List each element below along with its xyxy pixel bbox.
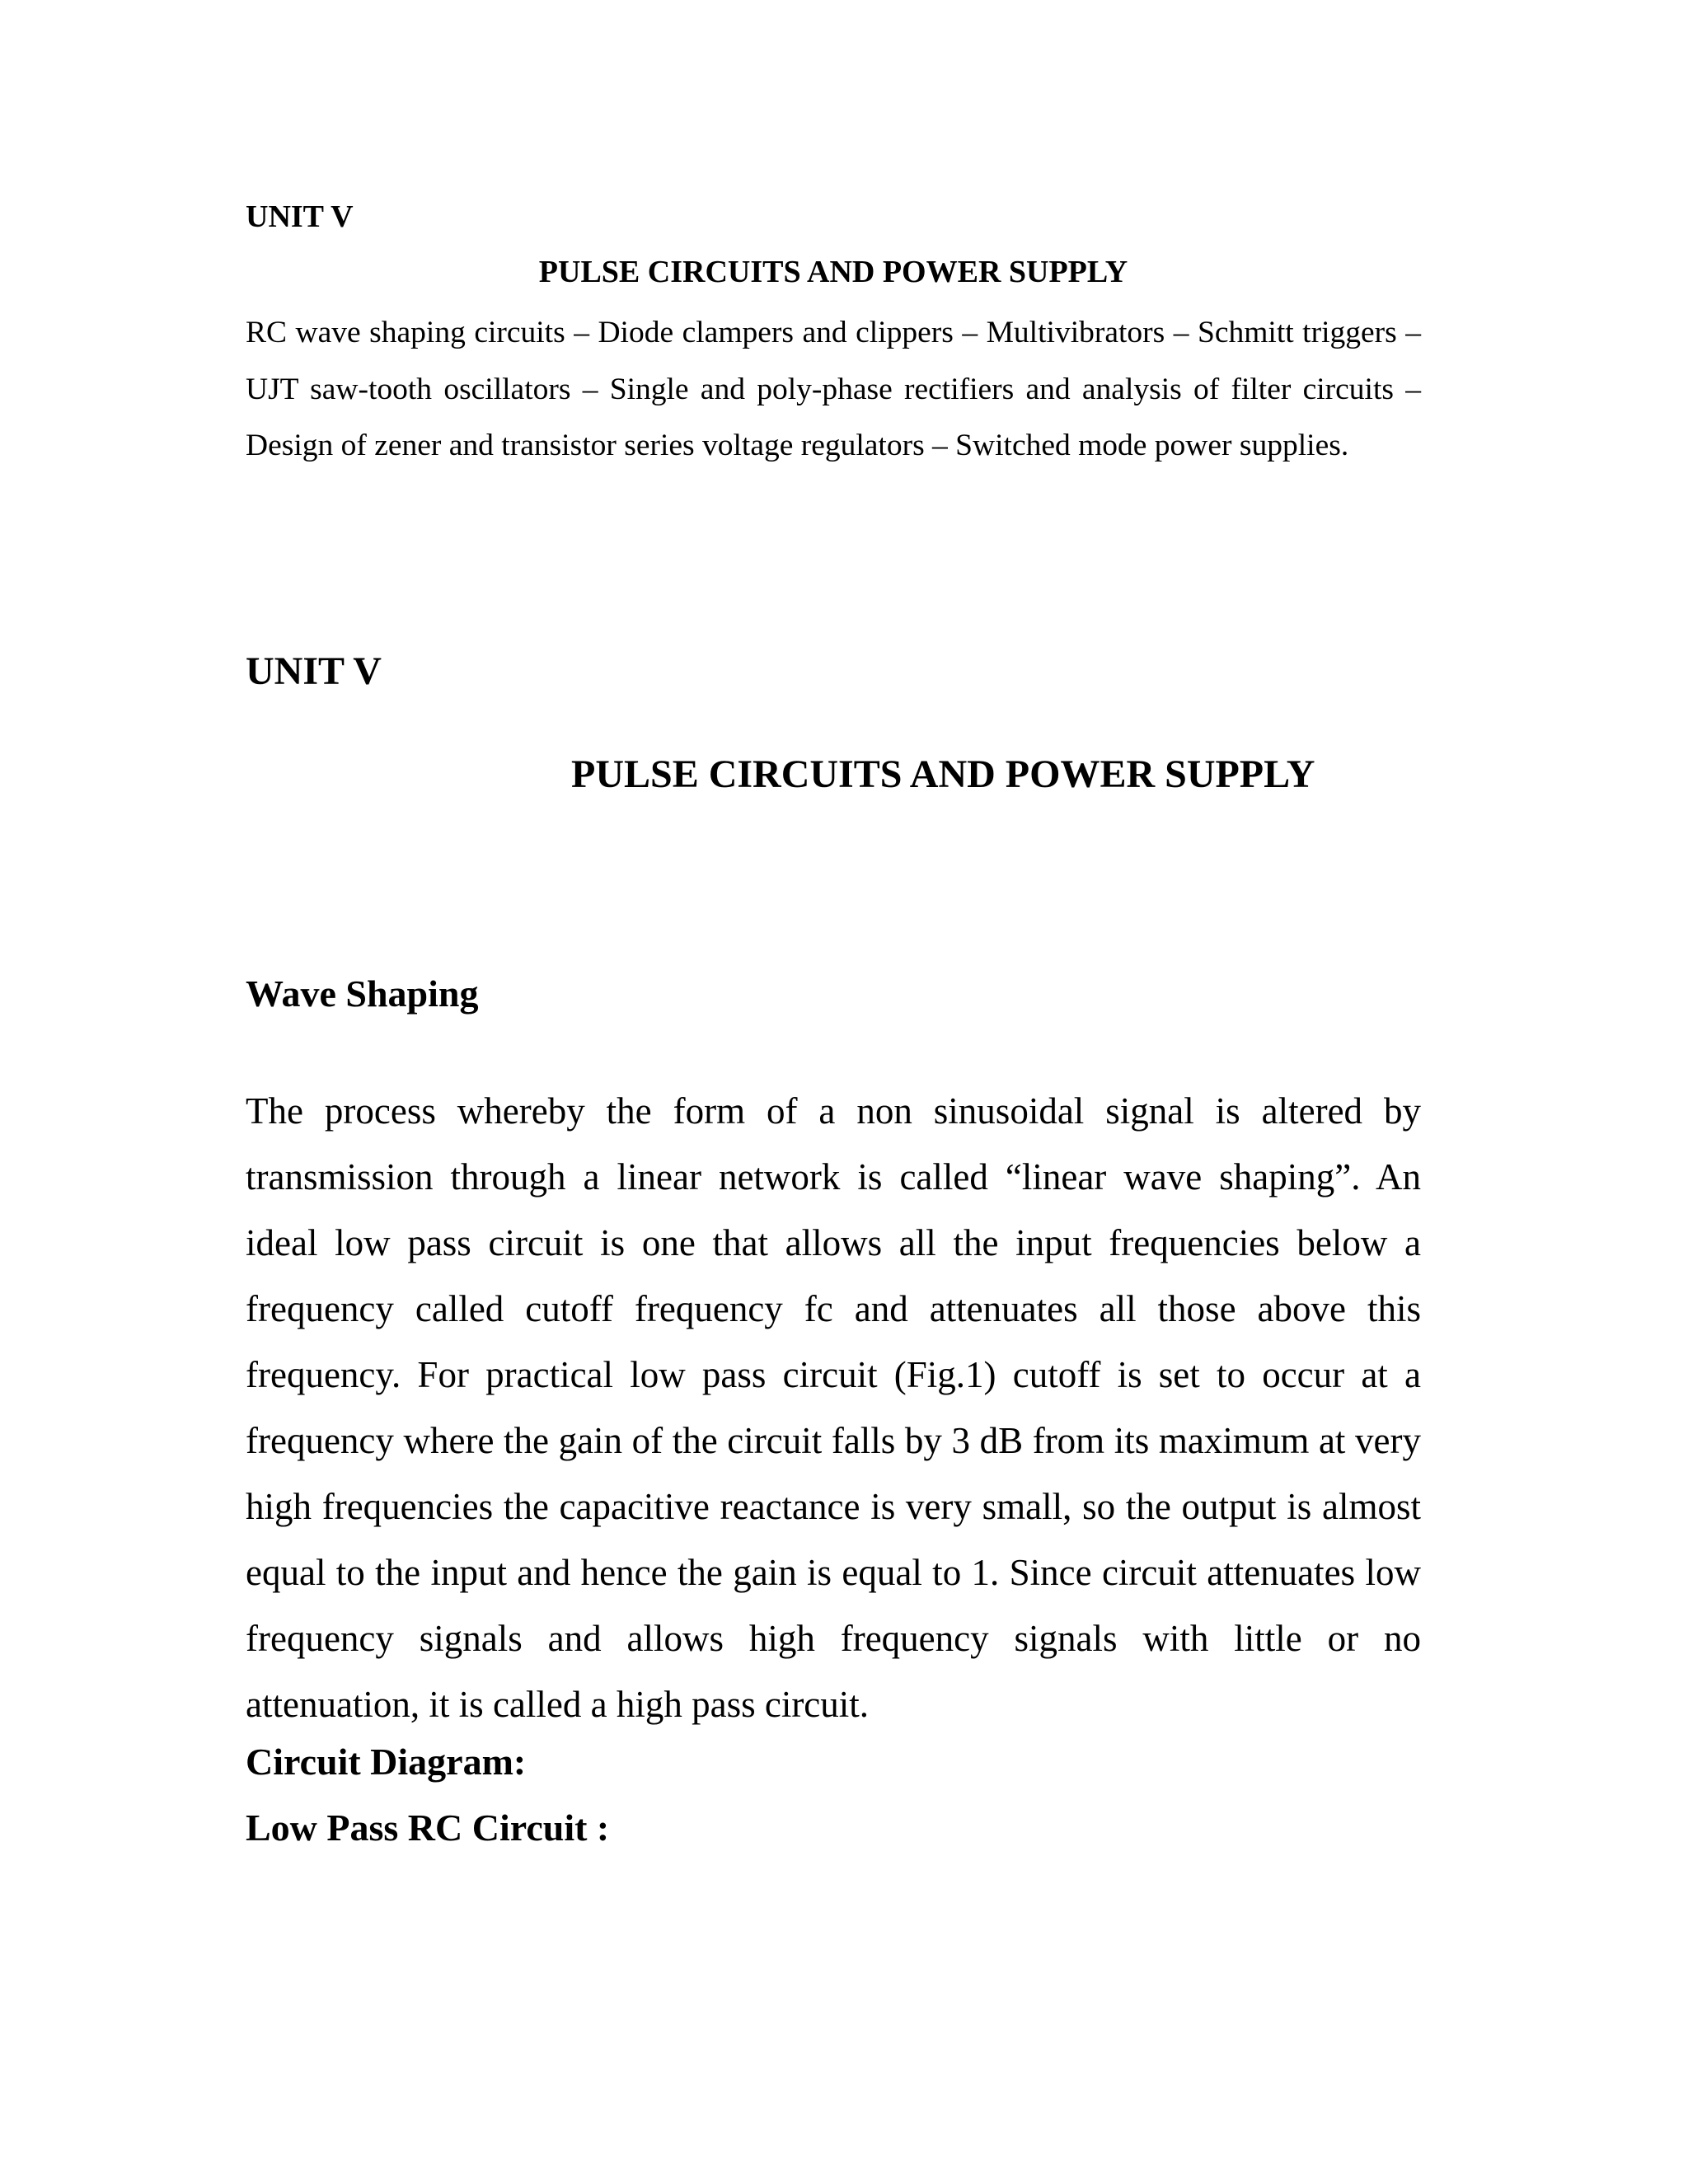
circuit-diagram-heading: Circuit Diagram:: [246, 1741, 527, 1783]
syllabus-topics: RC wave shaping circuits – Diode clampers and clippers – Multivibrators – Schmitt triggers – UJT saw-tooth oscillators – Single and poly-phase rectifiers and analysis of filter circuits – Design of zener and transistor series voltage regulators – Switched mode power supplies.: [246, 316, 1421, 462]
chapter-title: PULSE CIRCUITS AND POWER SUPPLY: [571, 752, 1315, 796]
syllabus-unit-label: UNIT V: [246, 199, 354, 234]
low-pass-rc-circuit-heading: Low Pass RC Circuit :: [246, 1807, 610, 1849]
unit-heading: UNIT V: [246, 649, 382, 693]
syllabus-title: PULSE CIRCUITS AND POWER SUPPLY: [538, 255, 1128, 289]
section-heading: Wave Shaping: [246, 972, 479, 1015]
section-paragraph: The process whereby the form of a non sinusoidal signal is altered by transmission through a linear network is called “linear wave shaping”. An ideal low pass circuit is one that allows all the input frequencies below a frequency called cutoff frequency fc and attenuates all those above this frequency. For practical low pass circuit (Fig.1) cutoff is set to occur at a frequency where the gain of the circuit falls by 3 dB from its maximum at very high frequencies the capacitive reactance is very small, so the output is almost equal to the input and hence the gain is equal to 1. Since circuit attenuates low frequency signals and allows high frequency signals with little or no attenuation, it is called a high pass circuit.: [246, 1090, 1421, 1725]
